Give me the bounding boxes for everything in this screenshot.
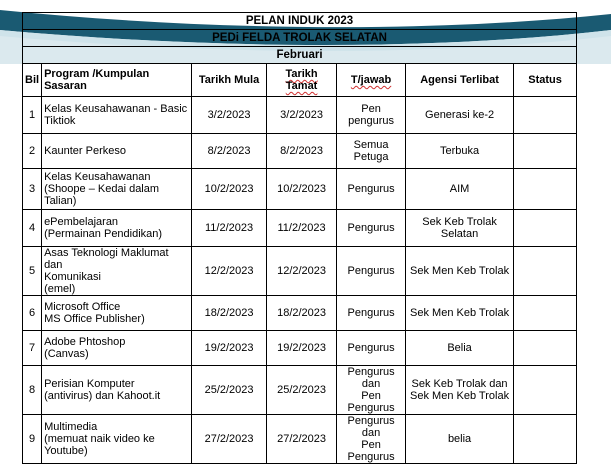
cell-agensi: Belia xyxy=(406,331,514,366)
cell-status xyxy=(514,169,577,210)
cell-bil: 2 xyxy=(23,134,42,169)
cell-tjawab: Pengurus xyxy=(337,169,406,210)
cell-tarikh-mula: 11/2/2023 xyxy=(192,210,267,247)
cell-tjawab: Pengurus xyxy=(337,247,406,296)
col-header-tarikh-tamat: Tarikh Tamat xyxy=(267,64,337,97)
cell-tarikh-mula: 8/2/2023 xyxy=(192,134,267,169)
plan-subtitle: PEDi FELDA TROLAK SELATAN xyxy=(23,30,577,47)
col-header-status: Status xyxy=(514,64,577,97)
cell-tarikh-tamat: 3/2/2023 xyxy=(267,97,337,134)
cell-program: Kaunter Perkeso xyxy=(42,134,192,169)
table-row xyxy=(23,97,577,134)
cell-tarikh-mula: 19/2/2023 xyxy=(192,331,267,366)
cell-tjawab: Pengurus dan Pen Pengurus xyxy=(337,415,406,464)
plan-table xyxy=(22,12,577,464)
cell-tarikh-mula: 27/2/2023 xyxy=(192,415,267,464)
cell-tarikh-mula: 18/2/2023 xyxy=(192,296,267,331)
table-row xyxy=(23,134,577,169)
cell-bil: 6 xyxy=(23,296,42,331)
cell-tjawab: Pen pengurus xyxy=(337,97,406,134)
table-row xyxy=(23,366,577,415)
cell-status xyxy=(514,247,577,296)
cell-agensi: Sek Keb Trolak dan Sek Men Keb Trolak xyxy=(406,366,514,415)
cell-bil: 5 xyxy=(23,247,42,296)
cell-program: Kelas Keusahawanan - Basic Tiktiok xyxy=(42,97,192,134)
cell-agensi: Terbuka xyxy=(406,134,514,169)
cell-tarikh-tamat: 10/2/2023 xyxy=(267,169,337,210)
cell-tjawab: Pengurus dan Pen Pengurus xyxy=(337,366,406,415)
cell-agensi: Sek Men Keb Trolak xyxy=(406,247,514,296)
cell-tjawab: Semua Petuga xyxy=(337,134,406,169)
cell-tarikh-mula: 25/2/2023 xyxy=(192,366,267,415)
cell-program: Kelas Keusahawanan (Shoope – Kedai dalam Talian) xyxy=(42,169,192,210)
cell-agensi: Generasi ke-2 xyxy=(406,97,514,134)
cell-tarikh-tamat: 11/2/2023 xyxy=(267,210,337,247)
cell-program: Multimedia (memuat naik video ke Youtube) xyxy=(42,415,192,464)
cell-status xyxy=(514,134,577,169)
cell-tarikh-tamat: 27/2/2023 xyxy=(267,415,337,464)
cell-status xyxy=(514,366,577,415)
cell-tarikh-tamat: 19/2/2023 xyxy=(267,331,337,366)
table-row xyxy=(23,210,577,247)
cell-bil: 9 xyxy=(23,415,42,464)
col-header-tarikh-mula: Tarikh Mula xyxy=(192,64,267,97)
cell-tarikh-tamat: 18/2/2023 xyxy=(267,296,337,331)
cell-bil: 7 xyxy=(23,331,42,366)
cell-tarikh-tamat: 25/2/2023 xyxy=(267,366,337,415)
cell-agensi: Sek Keb Trolak Selatan xyxy=(406,210,514,247)
table-row xyxy=(23,169,577,210)
cell-program: Perisian Komputer (antivirus) dan Kahoot.it xyxy=(42,366,192,415)
cell-status xyxy=(514,415,577,464)
cell-tjawab: Pengurus xyxy=(337,210,406,247)
table-row xyxy=(23,247,577,296)
col-header-agensi: Agensi Terlibat xyxy=(406,64,514,97)
cell-bil: 4 xyxy=(23,210,42,247)
cell-tjawab: Pengurus xyxy=(337,296,406,331)
cell-program: Adobe Phtoshop (Canvas) xyxy=(42,331,192,366)
table-row xyxy=(23,331,577,366)
cell-program: Microsoft Office MS Office Publisher) xyxy=(42,296,192,331)
cell-tjawab: Pengurus xyxy=(337,331,406,366)
cell-bil: 3 xyxy=(23,169,42,210)
col-header-program: Program /Kumpulan Sasaran xyxy=(42,64,192,97)
cell-agensi: belia xyxy=(406,415,514,464)
header-row xyxy=(23,64,577,97)
col-header-bil: Bil xyxy=(23,64,42,97)
cell-tarikh-tamat: 8/2/2023 xyxy=(267,134,337,169)
cell-tarikh-tamat: 12/2/2023 xyxy=(267,247,337,296)
cell-status xyxy=(514,296,577,331)
cell-bil: 8 xyxy=(23,366,42,415)
table-row xyxy=(23,296,577,331)
cell-program: Asas Teknologi Maklumat dan Komunikasi (emel) xyxy=(42,247,192,296)
cell-status xyxy=(514,331,577,366)
col-header-tjawab: T/jawab xyxy=(337,64,406,97)
month-title: Februari xyxy=(23,47,577,64)
table-row xyxy=(23,415,577,464)
cell-status xyxy=(514,210,577,247)
cell-program: ePembelajaran (Permainan Pendidikan) xyxy=(42,210,192,247)
cell-agensi: Sek Men Keb Trolak xyxy=(406,296,514,331)
cell-tarikh-mula: 3/2/2023 xyxy=(192,97,267,134)
cell-agensi: AIM xyxy=(406,169,514,210)
plan-title: PELAN INDUK 2023 xyxy=(23,13,577,30)
cell-tarikh-mula: 10/2/2023 xyxy=(192,169,267,210)
cell-status xyxy=(514,97,577,134)
cell-tarikh-mula: 12/2/2023 xyxy=(192,247,267,296)
cell-bil: 1 xyxy=(23,97,42,134)
